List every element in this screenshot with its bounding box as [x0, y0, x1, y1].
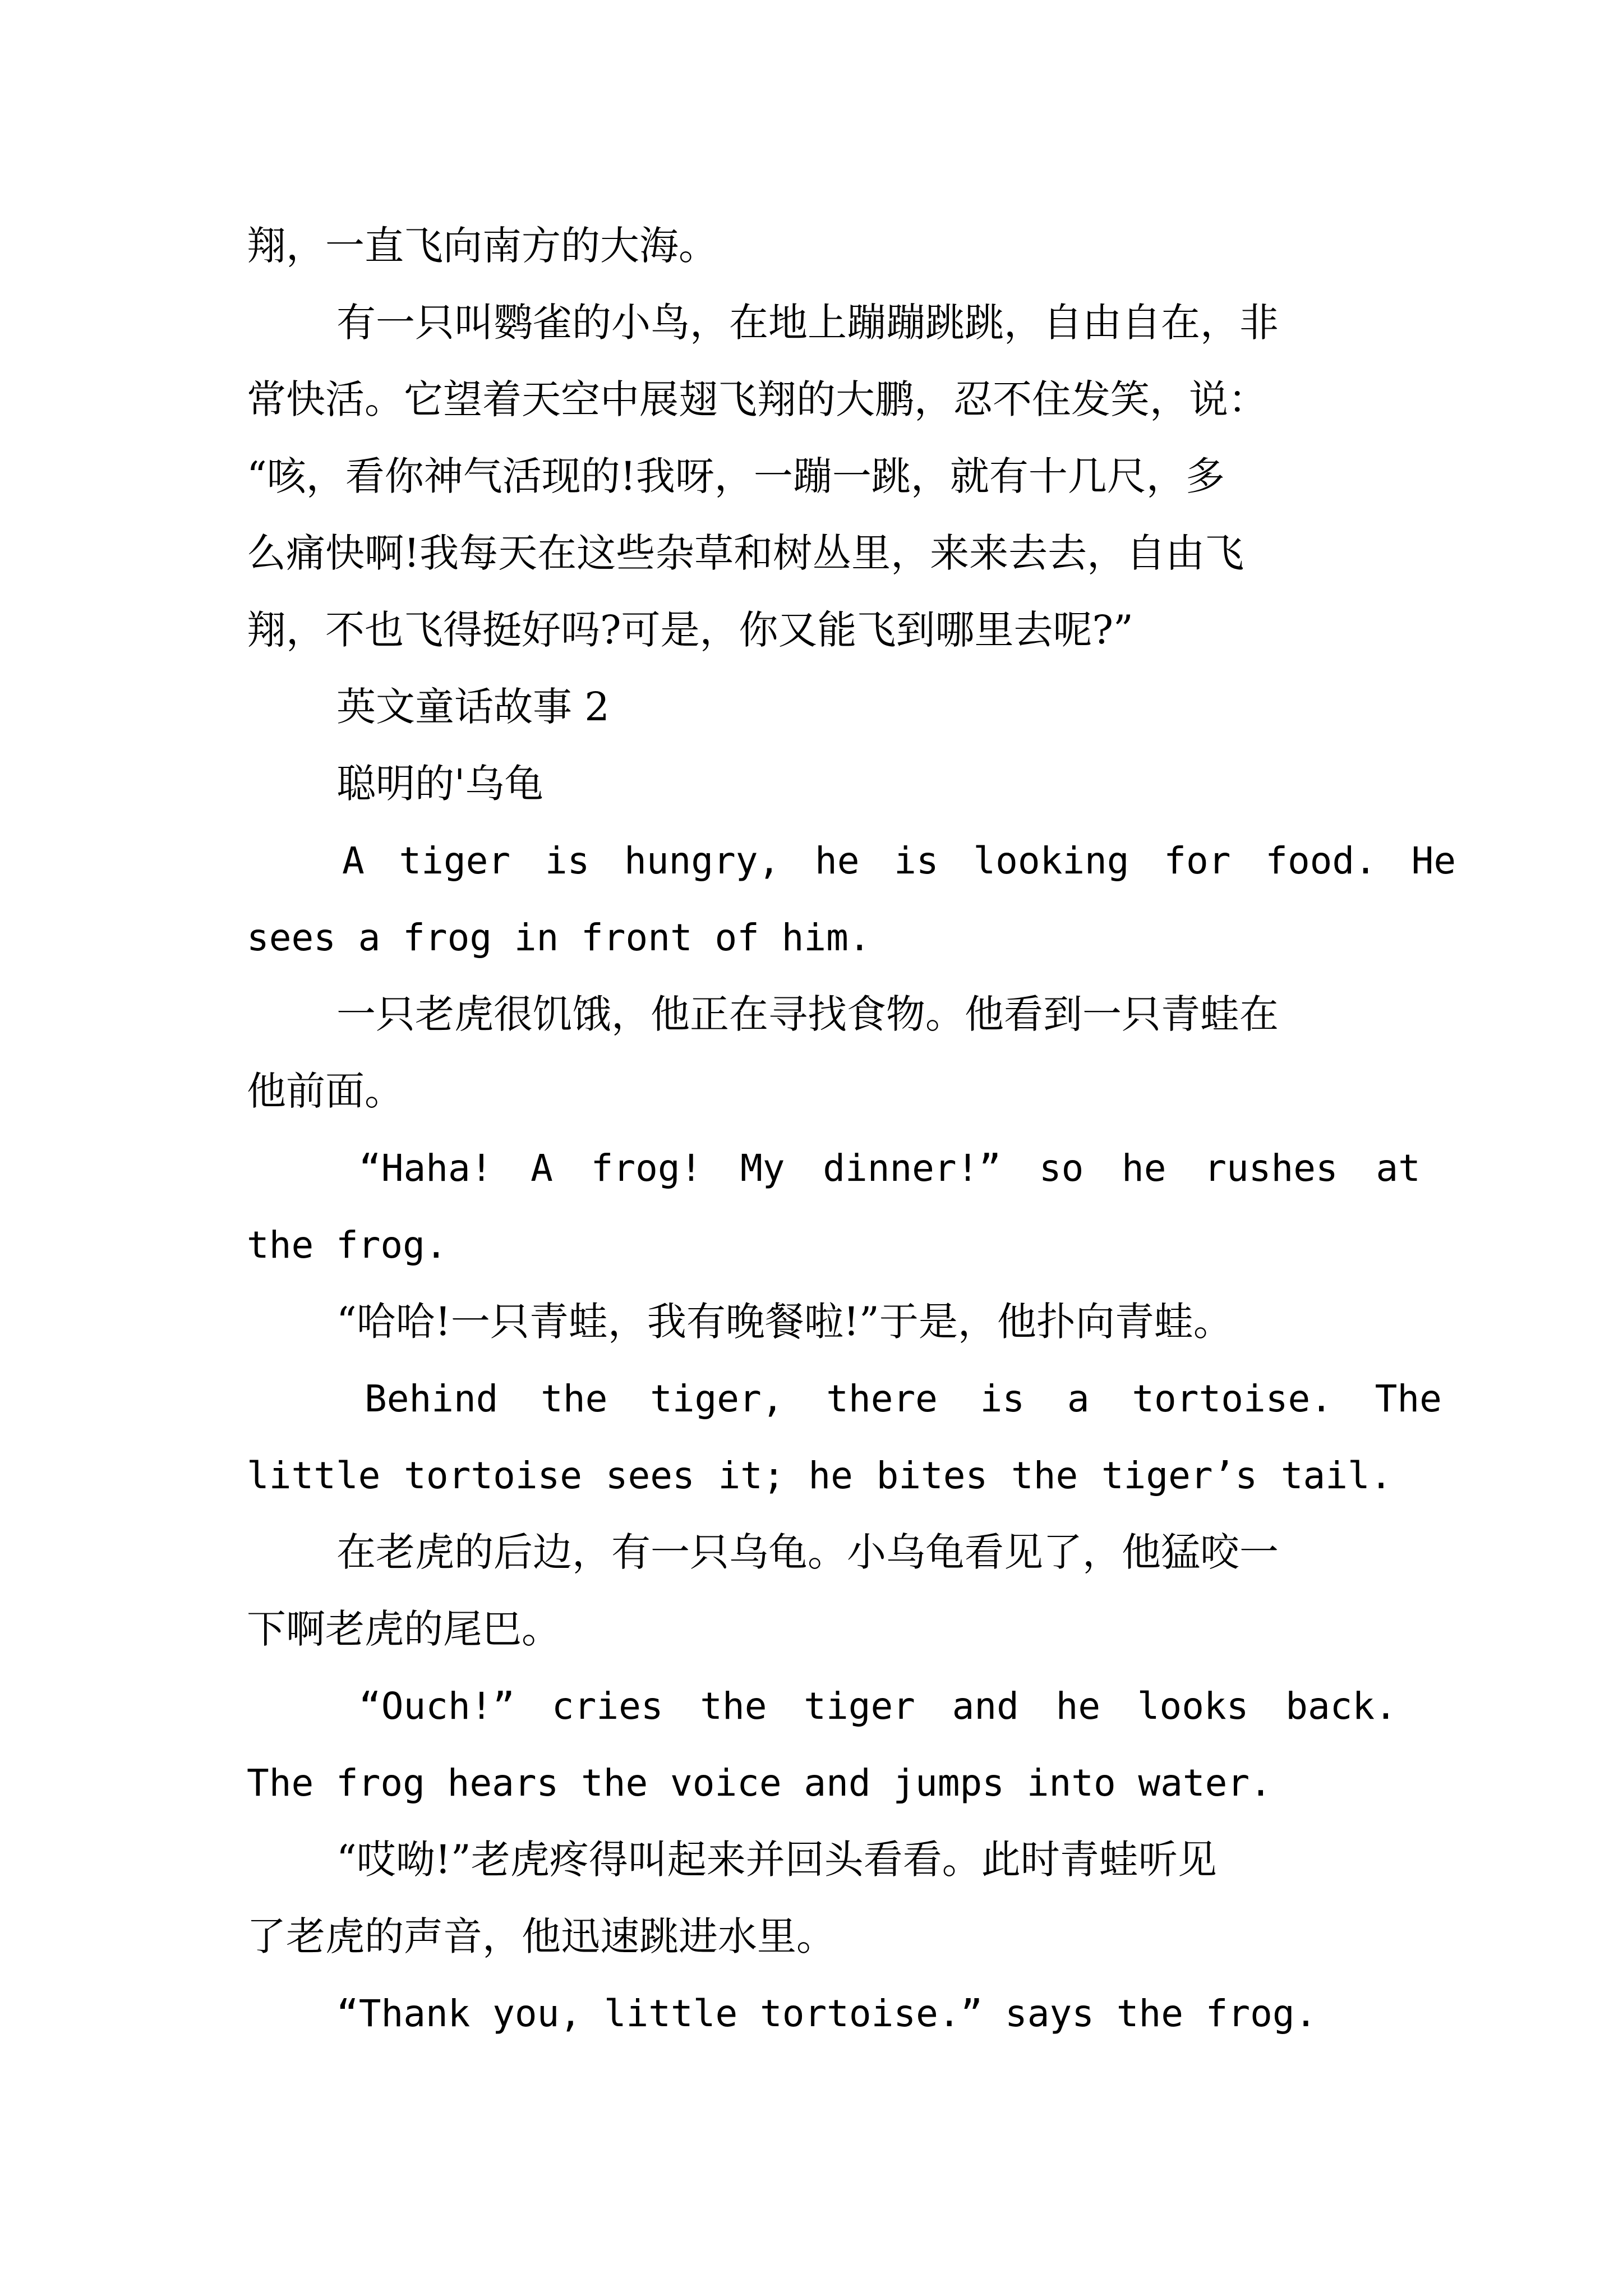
story-title: 聪明的'乌龟 — [336, 761, 544, 807]
text-line: 下啊老虎的尾巴。 — [247, 1606, 561, 1652]
text-line: sees a frog in front of him. — [247, 916, 871, 959]
text-line: “哎呦!”老虎疼得叫起来并回头看看。此时青蛙听见 — [336, 1837, 1217, 1883]
text-line: the frog. — [247, 1223, 448, 1267]
text-line: “Thank you, little tortoise.” says the frog. — [336, 1992, 1317, 2035]
text-line: Behind the tiger, there is a tortoise. The — [365, 1377, 1442, 1420]
text-line: 了老虎的声音，他迅速跳进水里。 — [247, 1913, 836, 1959]
text-line: little tortoise sees it; he bites the tiger’s tail. — [247, 1454, 1393, 1497]
text-line: 他前面。 — [247, 1068, 404, 1114]
text-line: “Haha! A frog! My dinner!” so he rushes at — [359, 1147, 1421, 1190]
text-line: 常快活。它望着天空中展翅飞翔的大鹏，忍不住发笑，说： — [247, 376, 1267, 422]
text-line: “哈哈!一只青蛙，我有晚餐啦!”于是，他扑向青蛙。 — [336, 1299, 1233, 1345]
text-line: 一只老虎很饥饿，他正在寻找食物。他看到一只青蛙在 — [336, 991, 1279, 1037]
text-line: 么痛快啊!我每天在这些杂草和树丛里，来来去去，自由飞 — [247, 530, 1244, 576]
text-line: 有一只叫鹦雀的小鸟，在地上蹦蹦跳跳，自由自在，非 — [336, 300, 1279, 346]
text-line: “Ouch!” cries the tiger and he looks back. — [359, 1685, 1397, 1728]
section-heading: 英文童话故事 2 — [336, 684, 610, 730]
text-line: 在老虎的后边，有一只乌龟。小乌龟看见了，他猛咬一 — [336, 1529, 1279, 1575]
text-line: A tiger is hungry, he is looking for food. He — [342, 839, 1456, 882]
text-line: 翔，一直飞向南方的大海。 — [247, 223, 718, 269]
text-line: “咳，看你神气活现的!我呀，一蹦一跳，就有十几尺，多 — [247, 453, 1225, 499]
text-line: 翔，不也飞得挺好吗?可是，你又能飞到哪里去呢?” — [247, 607, 1133, 653]
text-line: The frog hears the voice and jumps into water. — [247, 1761, 1272, 1805]
